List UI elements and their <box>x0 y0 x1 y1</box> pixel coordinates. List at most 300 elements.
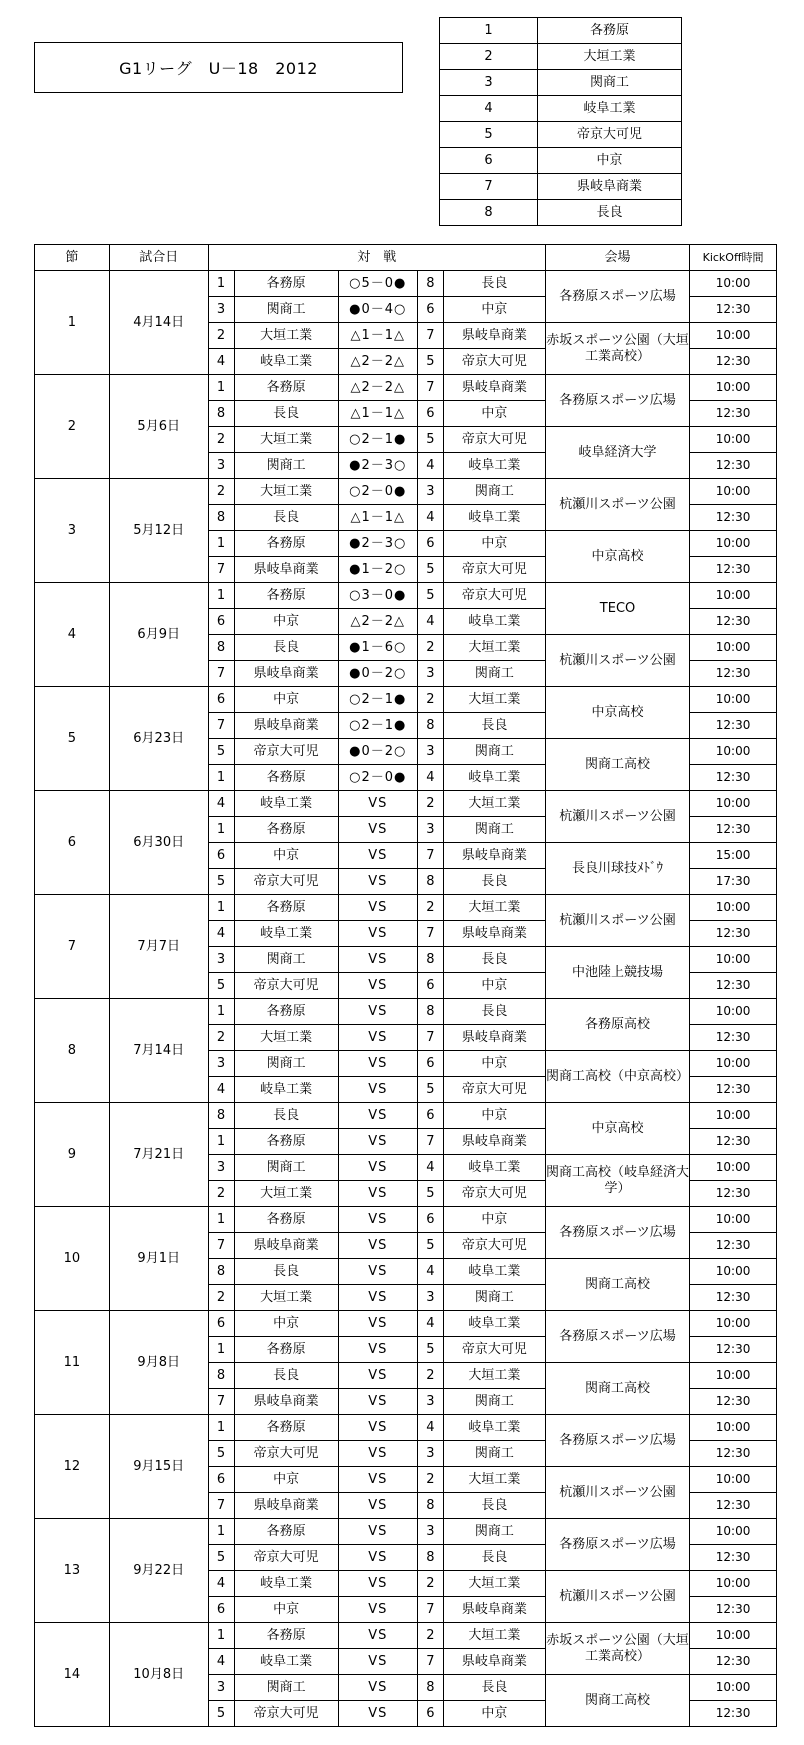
away-team-name: 県岐阜商業 <box>443 843 545 869</box>
home-team-name: 各務原 <box>234 1415 338 1441</box>
kickoff-time: 12:30 <box>690 1597 777 1623</box>
home-team-number: 1 <box>208 1623 234 1649</box>
home-team-number: 3 <box>208 297 234 323</box>
match-result: VS <box>338 1181 417 1207</box>
away-team-number: 2 <box>417 687 443 713</box>
kickoff-time: 12:30 <box>690 973 777 999</box>
kickoff-time: 10:00 <box>690 635 777 661</box>
home-team-number: 3 <box>208 1155 234 1181</box>
round-number: 9 <box>35 1103 110 1207</box>
team-number: 6 <box>440 148 538 174</box>
home-team-number: 1 <box>208 999 234 1025</box>
home-team-name: 各務原 <box>234 895 338 921</box>
away-team-name: 中京 <box>443 973 545 999</box>
away-team-name: 長良 <box>443 1545 545 1571</box>
venue: 杭瀬川スポーツ公園 <box>545 1571 689 1623</box>
round-number: 1 <box>35 271 110 375</box>
away-team-name: 帝京大可児 <box>443 427 545 453</box>
home-team-name: 各務原 <box>234 1129 338 1155</box>
away-team-number: 4 <box>417 609 443 635</box>
away-team-name: 中京 <box>443 1103 545 1129</box>
match-row <box>35 375 777 401</box>
kickoff-time: 12:30 <box>690 817 777 843</box>
team-list-table <box>439 17 682 226</box>
venue: 中池陸上競技場 <box>545 947 689 999</box>
kickoff-time: 10:00 <box>690 1363 777 1389</box>
match-result: ○2－0● <box>338 479 417 505</box>
away-team-number: 5 <box>417 349 443 375</box>
header-venue: 会場 <box>545 245 689 271</box>
match-result: VS <box>338 1571 417 1597</box>
kickoff-time: 10:00 <box>690 271 777 297</box>
team-name: 各務原 <box>538 18 682 44</box>
away-team-name: 関商工 <box>443 1519 545 1545</box>
kickoff-time: 12:30 <box>690 1441 777 1467</box>
away-team-number: 8 <box>417 271 443 297</box>
away-team-name: 県岐阜商業 <box>443 375 545 401</box>
kickoff-time: 10:00 <box>690 1467 777 1493</box>
home-team-name: 中京 <box>234 843 338 869</box>
home-team-name: 長良 <box>234 505 338 531</box>
home-team-number: 6 <box>208 609 234 635</box>
match-result: VS <box>338 1493 417 1519</box>
home-team-name: 岐阜工業 <box>234 921 338 947</box>
home-team-name: 岐阜工業 <box>234 1571 338 1597</box>
match-result: VS <box>338 1207 417 1233</box>
kickoff-time: 12:30 <box>690 1129 777 1155</box>
team-number: 2 <box>440 44 538 70</box>
kickoff-time: 12:30 <box>690 1389 777 1415</box>
home-team-name: 大垣工業 <box>234 323 338 349</box>
home-team-name: 関商工 <box>234 1155 338 1181</box>
round-number: 5 <box>35 687 110 791</box>
away-team-name: 帝京大可児 <box>443 557 545 583</box>
kickoff-time: 10:00 <box>690 1415 777 1441</box>
home-team-name: 帝京大可児 <box>234 1441 338 1467</box>
away-team-name: 大垣工業 <box>443 1363 545 1389</box>
away-team-number: 8 <box>417 1675 443 1701</box>
kickoff-time: 12:30 <box>690 1025 777 1051</box>
away-team-number: 4 <box>417 765 443 791</box>
match-row <box>35 999 777 1025</box>
round-number: 12 <box>35 1415 110 1519</box>
away-team-name: 中京 <box>443 1051 545 1077</box>
away-team-number: 6 <box>417 401 443 427</box>
page-title: G1リーグ U－18 2012 <box>34 42 403 93</box>
match-result: ○5－0● <box>338 271 417 297</box>
match-result: △2－2△ <box>338 349 417 375</box>
venue: 各務原スポーツ広場 <box>545 1311 689 1363</box>
home-team-name: 大垣工業 <box>234 1025 338 1051</box>
away-team-number: 3 <box>417 1441 443 1467</box>
schedule-header-row <box>35 245 777 271</box>
home-team-number: 1 <box>208 765 234 791</box>
team-name: 長良 <box>538 200 682 226</box>
match-date: 10月8日 <box>109 1623 208 1727</box>
team-row <box>440 148 682 174</box>
home-team-number: 7 <box>208 557 234 583</box>
home-team-name: 長良 <box>234 635 338 661</box>
away-team-number: 3 <box>417 1389 443 1415</box>
away-team-number: 4 <box>417 1155 443 1181</box>
away-team-name: 中京 <box>443 1207 545 1233</box>
match-row <box>35 791 777 817</box>
match-result: VS <box>338 947 417 973</box>
team-name: 大垣工業 <box>538 44 682 70</box>
team-row <box>440 122 682 148</box>
away-team-number: 6 <box>417 531 443 557</box>
away-team-name: 関商工 <box>443 661 545 687</box>
away-team-name: 中京 <box>443 1701 545 1727</box>
home-team-number: 2 <box>208 1181 234 1207</box>
round-number: 11 <box>35 1311 110 1415</box>
home-team-name: 大垣工業 <box>234 1285 338 1311</box>
match-result: VS <box>338 869 417 895</box>
away-team-number: 6 <box>417 973 443 999</box>
kickoff-time: 10:00 <box>690 1051 777 1077</box>
home-team-number: 5 <box>208 869 234 895</box>
kickoff-time: 10:00 <box>690 323 777 349</box>
match-result: VS <box>338 973 417 999</box>
match-row <box>35 479 777 505</box>
home-team-name: 長良 <box>234 1363 338 1389</box>
away-team-number: 7 <box>417 323 443 349</box>
away-team-number: 4 <box>417 1259 443 1285</box>
away-team-name: 帝京大可児 <box>443 1337 545 1363</box>
team-number: 1 <box>440 18 538 44</box>
home-team-name: 帝京大可児 <box>234 1701 338 1727</box>
team-row <box>440 174 682 200</box>
match-result: ●2－3○ <box>338 453 417 479</box>
kickoff-time: 10:00 <box>690 1571 777 1597</box>
match-date: 6月23日 <box>109 687 208 791</box>
home-team-name: 各務原 <box>234 1623 338 1649</box>
away-team-name: 中京 <box>443 297 545 323</box>
away-team-name: 長良 <box>443 947 545 973</box>
match-row <box>35 1519 777 1545</box>
home-team-number: 6 <box>208 1467 234 1493</box>
away-team-name: 帝京大可児 <box>443 349 545 375</box>
kickoff-time: 12:30 <box>690 401 777 427</box>
kickoff-time: 10:00 <box>690 895 777 921</box>
home-team-number: 8 <box>208 401 234 427</box>
away-team-number: 2 <box>417 791 443 817</box>
match-result: VS <box>338 1259 417 1285</box>
away-team-number: 5 <box>417 1077 443 1103</box>
home-team-number: 2 <box>208 427 234 453</box>
round-number: 4 <box>35 583 110 687</box>
kickoff-time: 10:00 <box>690 947 777 973</box>
match-row <box>35 1415 777 1441</box>
away-team-name: 岐阜工業 <box>443 1311 545 1337</box>
venue: 各務原スポーツ広場 <box>545 375 689 427</box>
away-team-number: 3 <box>417 817 443 843</box>
match-result: VS <box>338 1545 417 1571</box>
away-team-number: 7 <box>417 375 443 401</box>
match-result: ●1－2○ <box>338 557 417 583</box>
match-result: VS <box>338 1337 417 1363</box>
round-number: 2 <box>35 375 110 479</box>
home-team-name: 長良 <box>234 1259 338 1285</box>
match-date: 5月12日 <box>109 479 208 583</box>
team-name: 関商工 <box>538 70 682 96</box>
home-team-number: 5 <box>208 1701 234 1727</box>
kickoff-time: 10:00 <box>690 1259 777 1285</box>
team-number: 5 <box>440 122 538 148</box>
away-team-number: 5 <box>417 1181 443 1207</box>
kickoff-time: 12:30 <box>690 1545 777 1571</box>
venue: 赤坂スポーツ公園（大垣工業高校） <box>545 323 689 375</box>
home-team-number: 3 <box>208 947 234 973</box>
away-team-number: 3 <box>417 661 443 687</box>
kickoff-time: 10:00 <box>690 687 777 713</box>
away-team-number: 7 <box>417 1649 443 1675</box>
venue: 中京高校 <box>545 687 689 739</box>
away-team-name: 岐阜工業 <box>443 765 545 791</box>
match-result: ●2－3○ <box>338 531 417 557</box>
match-result: VS <box>338 1701 417 1727</box>
away-team-name: 大垣工業 <box>443 1467 545 1493</box>
schedule-table <box>34 244 777 1727</box>
kickoff-time: 12:30 <box>690 1233 777 1259</box>
away-team-number: 8 <box>417 1545 443 1571</box>
kickoff-time: 10:00 <box>690 1623 777 1649</box>
home-team-number: 4 <box>208 349 234 375</box>
match-result: VS <box>338 921 417 947</box>
away-team-name: 岐阜工業 <box>443 453 545 479</box>
home-team-name: 岐阜工業 <box>234 1649 338 1675</box>
home-team-name: 帝京大可児 <box>234 869 338 895</box>
kickoff-time: 10:00 <box>690 739 777 765</box>
away-team-name: 岐阜工業 <box>443 609 545 635</box>
home-team-name: 帝京大可児 <box>234 739 338 765</box>
kickoff-time: 17:30 <box>690 869 777 895</box>
away-team-number: 8 <box>417 947 443 973</box>
home-team-number: 7 <box>208 661 234 687</box>
home-team-number: 2 <box>208 479 234 505</box>
away-team-name: 県岐阜商業 <box>443 1597 545 1623</box>
away-team-number: 4 <box>417 453 443 479</box>
kickoff-time: 10:00 <box>690 1675 777 1701</box>
venue: 関商工高校 <box>545 1259 689 1311</box>
team-number: 8 <box>440 200 538 226</box>
home-team-number: 4 <box>208 791 234 817</box>
away-team-number: 8 <box>417 713 443 739</box>
away-team-name: 大垣工業 <box>443 687 545 713</box>
match-result: ○2－1● <box>338 687 417 713</box>
away-team-name: 関商工 <box>443 739 545 765</box>
home-team-number: 3 <box>208 1051 234 1077</box>
away-team-number: 6 <box>417 297 443 323</box>
away-team-name: 帝京大可児 <box>443 1181 545 1207</box>
kickoff-time: 12:30 <box>690 765 777 791</box>
home-team-name: 中京 <box>234 1311 338 1337</box>
kickoff-time: 10:00 <box>690 999 777 1025</box>
round-number: 6 <box>35 791 110 895</box>
match-result: ○2－0● <box>338 765 417 791</box>
away-team-number: 6 <box>417 1103 443 1129</box>
home-team-name: 帝京大可児 <box>234 1545 338 1571</box>
team-name: 中京 <box>538 148 682 174</box>
away-team-number: 3 <box>417 1519 443 1545</box>
kickoff-time: 12:30 <box>690 713 777 739</box>
match-result: ○2－1● <box>338 713 417 739</box>
kickoff-time: 10:00 <box>690 791 777 817</box>
match-result: VS <box>338 1025 417 1051</box>
match-date: 6月9日 <box>109 583 208 687</box>
away-team-number: 8 <box>417 869 443 895</box>
match-date: 9月22日 <box>109 1519 208 1623</box>
away-team-number: 2 <box>417 895 443 921</box>
match-result: VS <box>338 1467 417 1493</box>
match-result: VS <box>338 1285 417 1311</box>
home-team-name: 関商工 <box>234 947 338 973</box>
home-team-name: 県岐阜商業 <box>234 1233 338 1259</box>
match-row <box>35 1103 777 1129</box>
kickoff-time: 10:00 <box>690 531 777 557</box>
venue: 各務原スポーツ広場 <box>545 1207 689 1259</box>
match-result: ●1－6○ <box>338 635 417 661</box>
match-result: VS <box>338 1077 417 1103</box>
home-team-number: 1 <box>208 1337 234 1363</box>
home-team-number: 8 <box>208 1103 234 1129</box>
home-team-name: 岐阜工業 <box>234 349 338 375</box>
home-team-number: 5 <box>208 1441 234 1467</box>
round-number: 10 <box>35 1207 110 1311</box>
home-team-name: 各務原 <box>234 583 338 609</box>
away-team-name: 長良 <box>443 999 545 1025</box>
match-row <box>35 1623 777 1649</box>
away-team-number: 5 <box>417 1233 443 1259</box>
kickoff-time: 15:00 <box>690 843 777 869</box>
home-team-name: 関商工 <box>234 1675 338 1701</box>
away-team-name: 県岐阜商業 <box>443 921 545 947</box>
home-team-number: 1 <box>208 271 234 297</box>
match-result: VS <box>338 1051 417 1077</box>
match-date: 9月8日 <box>109 1311 208 1415</box>
match-result: △2－2△ <box>338 375 417 401</box>
home-team-name: 岐阜工業 <box>234 791 338 817</box>
home-team-number: 2 <box>208 1285 234 1311</box>
home-team-number: 6 <box>208 687 234 713</box>
venue: 関商工高校 <box>545 739 689 791</box>
away-team-number: 6 <box>417 1051 443 1077</box>
away-team-number: 6 <box>417 1701 443 1727</box>
round-number: 3 <box>35 479 110 583</box>
away-team-number: 2 <box>417 1571 443 1597</box>
kickoff-time: 10:00 <box>690 583 777 609</box>
match-result: ○2－1● <box>338 427 417 453</box>
home-team-name: 岐阜工業 <box>234 1077 338 1103</box>
venue: 各務原スポーツ広場 <box>545 1519 689 1571</box>
kickoff-time: 12:30 <box>690 505 777 531</box>
home-team-number: 6 <box>208 1597 234 1623</box>
home-team-name: 各務原 <box>234 1207 338 1233</box>
home-team-name: 県岐阜商業 <box>234 713 338 739</box>
away-team-number: 8 <box>417 1493 443 1519</box>
match-date: 7月7日 <box>109 895 208 999</box>
home-team-name: 各務原 <box>234 817 338 843</box>
home-team-number: 2 <box>208 323 234 349</box>
away-team-name: 長良 <box>443 271 545 297</box>
home-team-name: 帝京大可児 <box>234 973 338 999</box>
away-team-name: 長良 <box>443 1493 545 1519</box>
venue: 関商工高校（岐阜経済大学） <box>545 1155 689 1207</box>
venue: 関商工高校 <box>545 1675 689 1727</box>
away-team-number: 3 <box>417 479 443 505</box>
home-team-number: 4 <box>208 921 234 947</box>
home-team-name: 県岐阜商業 <box>234 1389 338 1415</box>
kickoff-time: 10:00 <box>690 1519 777 1545</box>
away-team-name: 岐阜工業 <box>443 1155 545 1181</box>
away-team-number: 3 <box>417 739 443 765</box>
home-team-name: 各務原 <box>234 271 338 297</box>
home-team-number: 7 <box>208 1233 234 1259</box>
home-team-name: 長良 <box>234 1103 338 1129</box>
round-number: 14 <box>35 1623 110 1727</box>
home-team-number: 1 <box>208 817 234 843</box>
home-team-number: 7 <box>208 1389 234 1415</box>
kickoff-time: 12:30 <box>690 1649 777 1675</box>
team-row <box>440 44 682 70</box>
home-team-number: 1 <box>208 1207 234 1233</box>
away-team-name: 長良 <box>443 713 545 739</box>
kickoff-time: 12:30 <box>690 1493 777 1519</box>
home-team-number: 1 <box>208 1415 234 1441</box>
home-team-name: 中京 <box>234 1467 338 1493</box>
match-result: VS <box>338 1129 417 1155</box>
away-team-name: 岐阜工業 <box>443 1415 545 1441</box>
away-team-name: 大垣工業 <box>443 1623 545 1649</box>
match-result: ●0－2○ <box>338 661 417 687</box>
match-result: VS <box>338 1623 417 1649</box>
match-result: VS <box>338 791 417 817</box>
away-team-name: 大垣工業 <box>443 895 545 921</box>
home-team-number: 1 <box>208 375 234 401</box>
kickoff-time: 12:30 <box>690 453 777 479</box>
away-team-name: 大垣工業 <box>443 791 545 817</box>
team-name: 帝京大可児 <box>538 122 682 148</box>
away-team-name: 県岐阜商業 <box>443 1649 545 1675</box>
match-date: 6月30日 <box>109 791 208 895</box>
venue: 関商工高校 <box>545 1363 689 1415</box>
match-row <box>35 1207 777 1233</box>
home-team-number: 3 <box>208 1675 234 1701</box>
kickoff-time: 12:30 <box>690 921 777 947</box>
team-name: 県岐阜商業 <box>538 174 682 200</box>
away-team-number: 7 <box>417 1129 443 1155</box>
away-team-number: 3 <box>417 1285 443 1311</box>
home-team-name: 関商工 <box>234 453 338 479</box>
home-team-name: 各務原 <box>234 999 338 1025</box>
away-team-name: 県岐阜商業 <box>443 323 545 349</box>
home-team-number: 8 <box>208 1259 234 1285</box>
match-result: ●0－4○ <box>338 297 417 323</box>
away-team-name: 関商工 <box>443 817 545 843</box>
away-team-name: 中京 <box>443 401 545 427</box>
home-team-name: 県岐阜商業 <box>234 557 338 583</box>
away-team-number: 4 <box>417 505 443 531</box>
kickoff-time: 12:30 <box>690 557 777 583</box>
away-team-name: 帝京大可児 <box>443 583 545 609</box>
home-team-name: 県岐阜商業 <box>234 1493 338 1519</box>
match-date: 7月14日 <box>109 999 208 1103</box>
away-team-name: 県岐阜商業 <box>443 1129 545 1155</box>
home-team-number: 1 <box>208 895 234 921</box>
away-team-number: 6 <box>417 1207 443 1233</box>
away-team-name: 大垣工業 <box>443 635 545 661</box>
home-team-number: 5 <box>208 739 234 765</box>
